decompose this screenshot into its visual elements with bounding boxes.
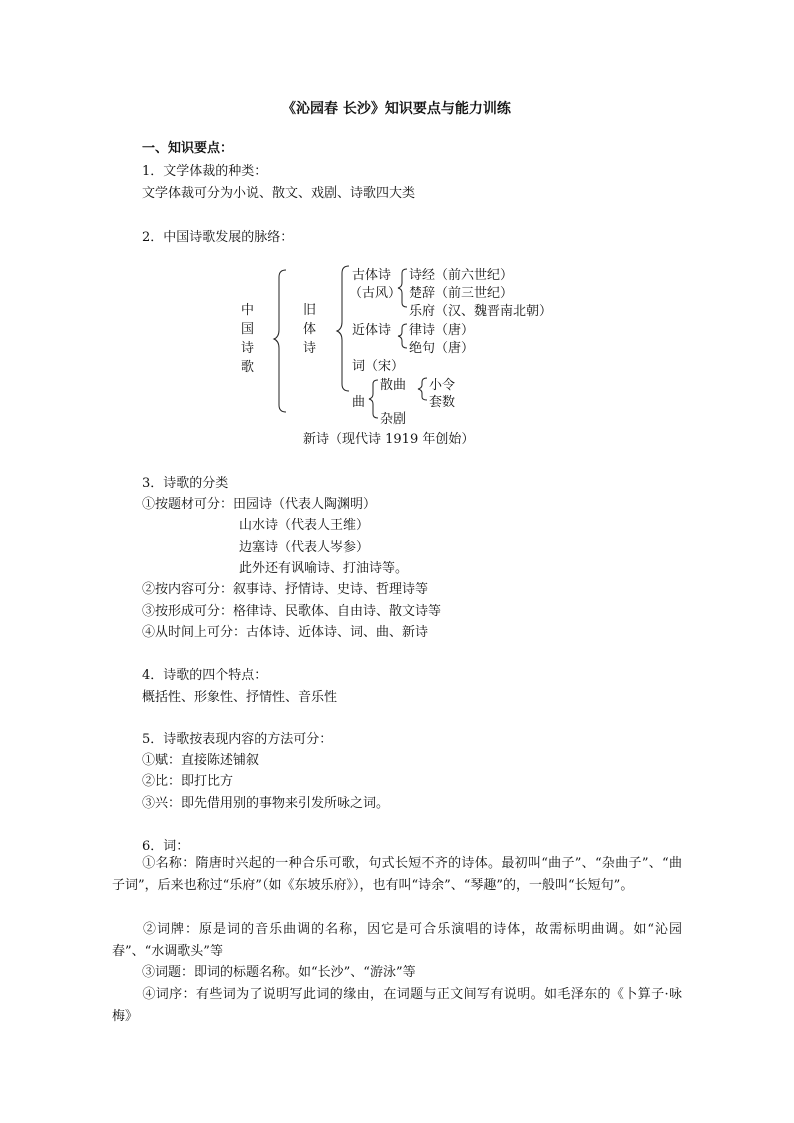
classification-line: ③按形成可分：格律诗、民歌体、自由诗、散文诗等 <box>142 604 442 619</box>
tree-qu: 曲 <box>352 395 366 410</box>
tree-taoshu: 套数 <box>429 395 456 410</box>
tree-yuefu: 乐府（汉、魏晋南北朝） <box>409 304 553 319</box>
tree-sanqu: 散曲 <box>380 378 407 393</box>
tree-root-char: 诗 <box>241 341 255 356</box>
tree-ci: 词（宋） <box>352 359 405 374</box>
item-heading-5: 5．诗歌按表现内容的方法可分： <box>142 732 333 747</box>
classification-line: 边塞诗（代表人岑参） <box>239 540 370 555</box>
paragraph-text: ②词牌：原是词的音乐曲调的名称，因它是可合乐演唱的诗体，故需标明曲调。如“沁园春”、“水调歌头”等 <box>112 922 682 959</box>
tree-lushi: 律诗（唐） <box>409 323 475 338</box>
tree-shijing: 诗经（前六世纪） <box>409 268 514 283</box>
paragraph-text: ④词序：有些词为了说明写此词的缘由，在词题与正文间写有说明。如毛泽东的《卜算子·咏梅》 <box>112 987 682 1024</box>
classification-line: ④从时间上可分：古体诗、近体诗、词、曲、新诗 <box>142 625 429 640</box>
classification-line: 山水诗（代表人王维） <box>239 518 370 533</box>
tree-jueju: 绝句（唐） <box>409 341 475 356</box>
method-line: ②比：即打比方 <box>142 774 234 789</box>
method-line: ①赋：直接陈述铺叙 <box>142 753 260 768</box>
tree-jinti: 近体诗 <box>352 323 392 338</box>
tree-guti: 古体诗 <box>352 268 392 283</box>
tree-chuci: 楚辞（前三世纪） <box>409 286 514 301</box>
paragraph-text: ③词题：即词的标题名称。如“长沙”、“游泳”等 <box>142 965 416 980</box>
tree-gufeng: （古风） <box>349 286 402 301</box>
page-title: 《沁园春 长沙》知识要点与能力训练 <box>282 101 511 117</box>
item-heading-2: 2．中国诗歌发展的脉络： <box>142 230 294 245</box>
paragraph-ci-name <box>112 853 682 897</box>
classification-line: ②按内容可分：叙事诗、抒情诗、史诗、哲理诗等 <box>142 582 429 597</box>
tree-xinshi: 新诗（现代诗 1919 年创始） <box>303 432 475 447</box>
item-heading-4: 4．诗歌的四个特点： <box>142 668 268 683</box>
tree-zaju: 杂剧 <box>380 412 407 427</box>
classification-line: 此外还有讽喻诗、打油诗等。 <box>239 561 409 576</box>
method-line: ③兴：即先借用别的事物来引发所咏之词。 <box>142 796 390 811</box>
classification-line: ①按题材可分：田园诗（代表人陶渊明） <box>142 497 377 512</box>
item-heading-1: 1．文学体裁的种类： <box>142 164 268 179</box>
tree-old-char: 旧 <box>303 303 317 318</box>
tree-old-char: 诗 <box>303 341 317 356</box>
tree-root-char: 中 <box>241 303 255 318</box>
item-heading-6: 6．词： <box>142 839 190 854</box>
paragraph-ci-ti <box>112 962 682 984</box>
tree-xiaoling: 小令 <box>429 378 456 393</box>
tree-root-char: 歌 <box>241 360 255 375</box>
tree-root-char: 国 <box>241 322 255 337</box>
paragraph-ci-pai <box>112 919 682 963</box>
item-text-4: 概括性、形象性、抒情性、音乐性 <box>142 690 338 705</box>
paragraph-text: ①名称：隋唐时兴起的一种合乐可歌，句式长短不齐的诗体。最初叫“曲子”、“杂曲子”、“曲子词”，后来也称过“乐府”（如《东坡乐府》），也有叫“诗余”、“琴趣”的，一般叫“长短句”。 <box>112 856 682 893</box>
item-heading-3: 3．诗歌的分类 <box>142 476 229 491</box>
tree-old-char: 体 <box>303 322 317 337</box>
section-heading: 一、知识要点： <box>142 141 234 156</box>
paragraph-ci-xu <box>112 984 682 1028</box>
item-text-1: 文学体裁可分为小说、散文、戏剧、诗歌四大类 <box>142 186 416 201</box>
